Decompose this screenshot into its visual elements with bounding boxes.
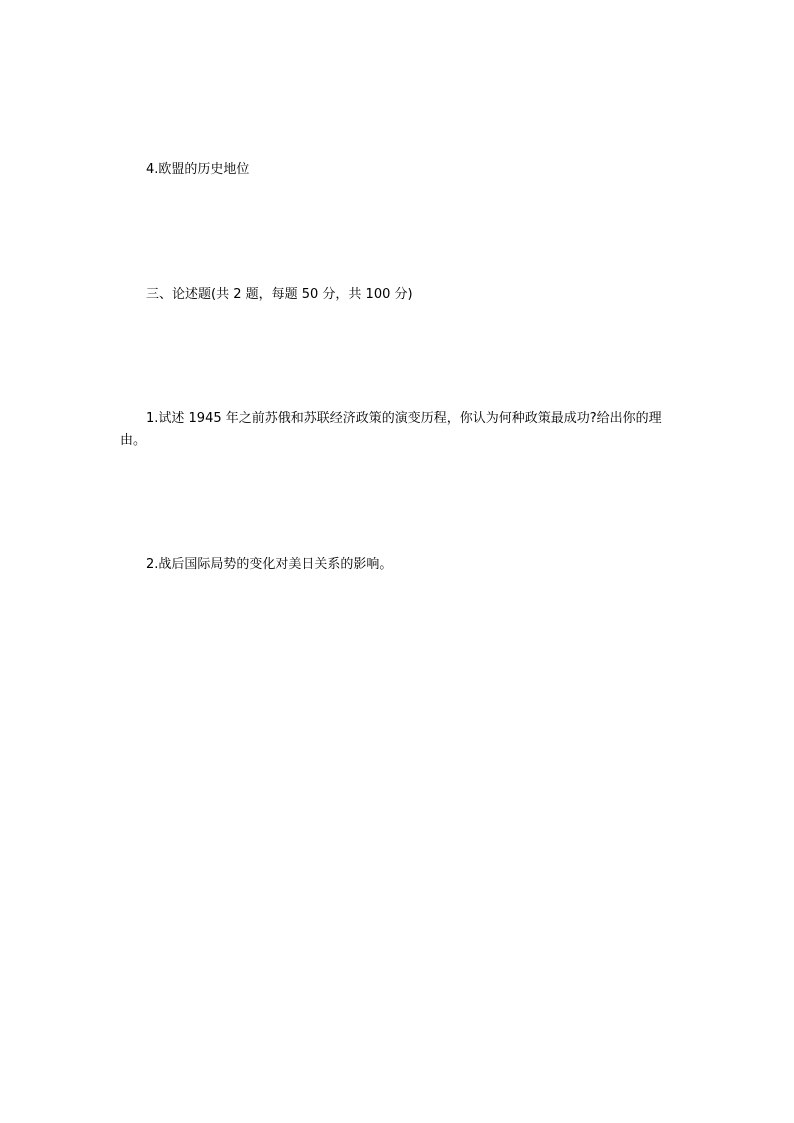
question-4-european-union: 4.欧盟的历史地位 [120, 162, 250, 177]
section-3-heading: 三、论述题(共 2 题，每题 50 分，共 100 分) [120, 287, 413, 302]
essay-question-2: 2.战后国际局势的变化对美日关系的影响。 [120, 557, 393, 572]
essay-question-1: 1.试述 1945 年之前苏俄和苏联经济政策的演变历程，你认为何种政策最成功?给出你的理由。 [120, 411, 662, 448]
